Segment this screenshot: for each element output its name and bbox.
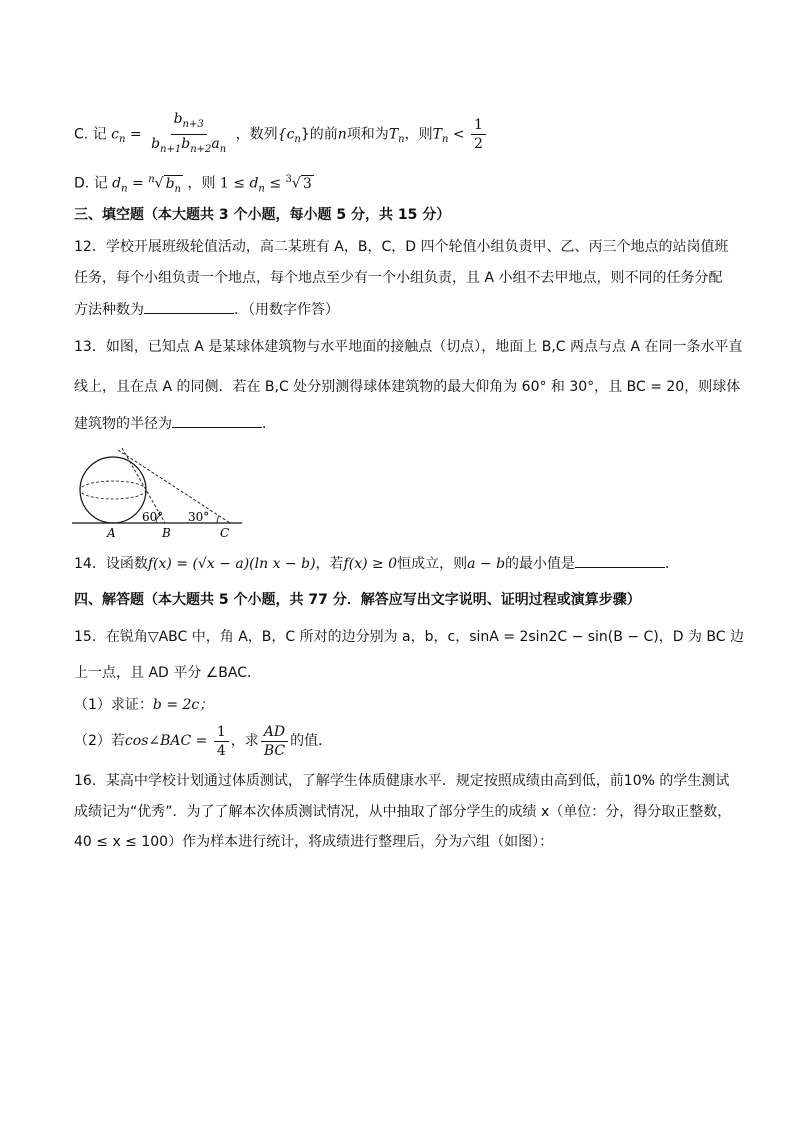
- q15-line1: 15．在锐角▽ABC 中，角 A，B，C 所对的边分别为 a，b，c，sinA = 2sin2C − sin(B − C)，D 为 BC 边: [74, 629, 745, 645]
- q13-line1: 13．如图，已知点 A 是某球体建筑物与水平地面的接触点（切点），地面上 B,C 两点与点 A 在同一条水平直: [74, 339, 743, 355]
- q12-answer-blank[interactable]: [144, 299, 234, 314]
- angle-arc-c: [217, 516, 219, 523]
- q12-line1: 12．学校开展班级轮值活动，高二某班有 A，B，C，D 四个轮值小组负责甲、乙、丙三个地点的站岗值班: [74, 239, 729, 255]
- cos-fraction: $\frac{1}{4}$: [214, 723, 229, 760]
- option-d-label: D.: [74, 175, 90, 192]
- cn-subscript: n: [118, 134, 126, 146]
- cn-fraction: [148, 110, 229, 159]
- half-numerator: 1: [471, 116, 486, 135]
- dn-symbol: d: [112, 175, 122, 192]
- root-index: n: [148, 174, 155, 185]
- angle-label-b: 60°: [142, 510, 164, 524]
- q14: 14．设函数f(x) = (√x − a)(ln x − b)，若f(x) ≥ 0恒成立，则a − b的最小值是 ．: [74, 553, 679, 574]
- section-heading-solve: 四、解答题（本大题共 5 个小题，共 77 分．解答应写出文字说明、证明过程或演算步骤）: [74, 592, 641, 608]
- tangent-line-c: [118, 450, 230, 523]
- sequence-close: }: [300, 126, 310, 143]
- root-body: $b_n$: [165, 175, 181, 195]
- tn-symbol-2: T: [432, 126, 442, 143]
- section-heading-fill-in: 三、填空题（本大题共 3 个小题，每小题 5 分，共 15 分）: [74, 207, 451, 223]
- q13-line3: 建筑物的半径为 ．: [74, 413, 276, 434]
- option-c-text4: ，则: [404, 126, 433, 143]
- cn-fraction-numerator: $b_{n+3}$: [171, 110, 207, 135]
- cube-root-index: 3: [285, 174, 292, 185]
- n-symbol: n: [337, 126, 347, 143]
- sphere-elevation-figure: [70, 440, 245, 540]
- less-than-sign: <: [452, 126, 465, 143]
- option-d-text1: ，则: [187, 175, 216, 192]
- q15-part2: （2）若cos∠BAC = $\frac{1}{4}$ ，求 $\frac{AD}{BC}$ 的值．: [74, 723, 333, 759]
- sequence-open: {c: [277, 126, 295, 143]
- q12-line2: 任务，每个小组负责一个地点，每个地点至少有一个小组负责，且 A 小组不去甲地点，则不同的任务分配: [74, 270, 723, 286]
- q16-line2: 成绩记为“优秀”．为了了解本次体质测试情况，从中抽取了部分学生的成绩 x（单位：分，得分取正整数，: [74, 804, 732, 820]
- cn-symbol: c: [111, 126, 119, 143]
- option-c-label: C.: [74, 126, 89, 143]
- cn-fraction-denominator: $b_{n+1}b_{n+2}a_n$: [151, 135, 227, 155]
- q15-part1: （1）求证：b = 2c；: [74, 697, 214, 713]
- cube-root-body: 3: [302, 175, 312, 192]
- sphere-equator: [80, 481, 146, 499]
- point-label-a: A: [107, 526, 116, 540]
- q16-line1: 16．某高中学校计划通过体质测试，了解学生体质健康水平．规定按照成绩由高到低，前10% 的学生测试: [74, 773, 730, 789]
- option-d-prefix: 记: [93, 175, 108, 192]
- sphere-circle: [80, 457, 146, 523]
- q15-line2: 上一点，且 AD 平分 ∠BAC．: [74, 665, 261, 681]
- q14-condition: f(x) ≥ 0: [343, 556, 398, 572]
- q12-line3: 方法种数为 ．（用数字作答）: [74, 299, 339, 320]
- option-c-text1: ，数列: [235, 126, 278, 143]
- option-c-text2: 的前: [309, 126, 338, 143]
- half-fraction: [471, 116, 486, 153]
- q16-line3: 40 ≤ x ≤ 100）作为样本进行统计，将成绩进行整理后，分为六组（如图）：: [74, 834, 554, 850]
- option-c: C. 记 $c_n$ = $\frac{b_{n+3}}{b_{n+1}b_{n+2}a_n}$ ，数列$\{c_n\}$的前n项和为$T_n$，则$T_n$ < $\frac{1}{2}$: [74, 110, 488, 159]
- q13-answer-blank[interactable]: [172, 413, 262, 428]
- ad-bc-fraction: $\frac{AD}{BC}$: [261, 723, 288, 760]
- angle-label-c: 30°: [188, 510, 210, 524]
- point-label-b: B: [162, 526, 171, 540]
- option-c-text3: 项和为: [346, 126, 389, 143]
- point-label-c: C: [220, 526, 230, 540]
- half-denominator: 2: [474, 135, 483, 152]
- option-d: D. 记 $d_n = ^n√$ $b_n$ ，则 $1 \le d_n \le ^3√$ 3: [74, 174, 312, 195]
- q14-function: f(x) = (√x − a)(ln x − b): [147, 556, 316, 572]
- q14-answer-blank[interactable]: [575, 553, 665, 568]
- q13-line2: 线上，且在点 A 的同侧．若在 B,C 处分别测得球体建筑物的最大仰角为 60° 和 30°，且 BC = 20，则球体: [74, 379, 741, 395]
- tn-symbol: T: [388, 126, 399, 143]
- q14-target: a − b: [467, 556, 506, 572]
- option-c-prefix: 记: [92, 126, 107, 143]
- equals-sign: =: [129, 126, 142, 143]
